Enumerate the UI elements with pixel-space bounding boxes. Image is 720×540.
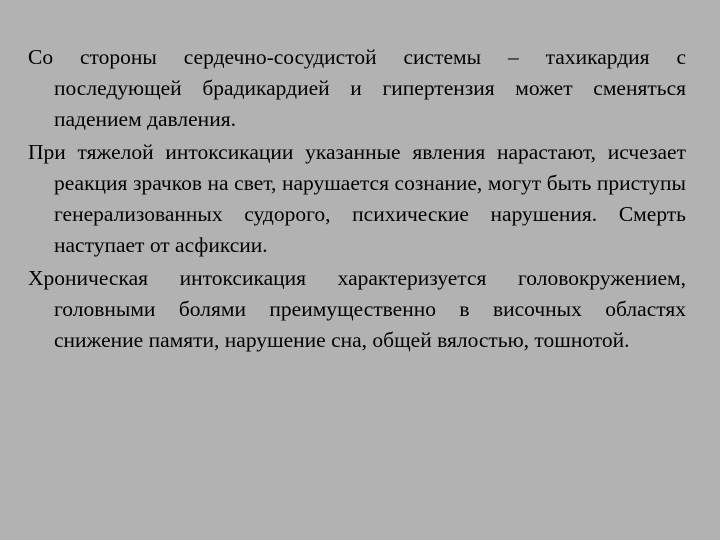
paragraph-chronic-intoxication: Хроническая интоксикация характеризуется головокружением, головными болями преимущественно в височных областях снижение памяти, нарушение сна, общей вялостью, тошнотой. bbox=[28, 266, 686, 352]
paragraph-severe-intoxication: При тяжелой интоксикации указанные явления нарастают, исчезает реакция зрачков на свет, нарушается сознание, могут быть приступы генерализованных судорого, психические нарушения. Смерть наступает от асфиксии. bbox=[28, 140, 686, 257]
paragraph-cardiovascular: Со стороны сердечно-сосудистой системы – тахикардия с последующей брадикардией и гипертензия может сменяться падением давления. bbox=[28, 45, 686, 131]
slide-content bbox=[28, 42, 686, 358]
